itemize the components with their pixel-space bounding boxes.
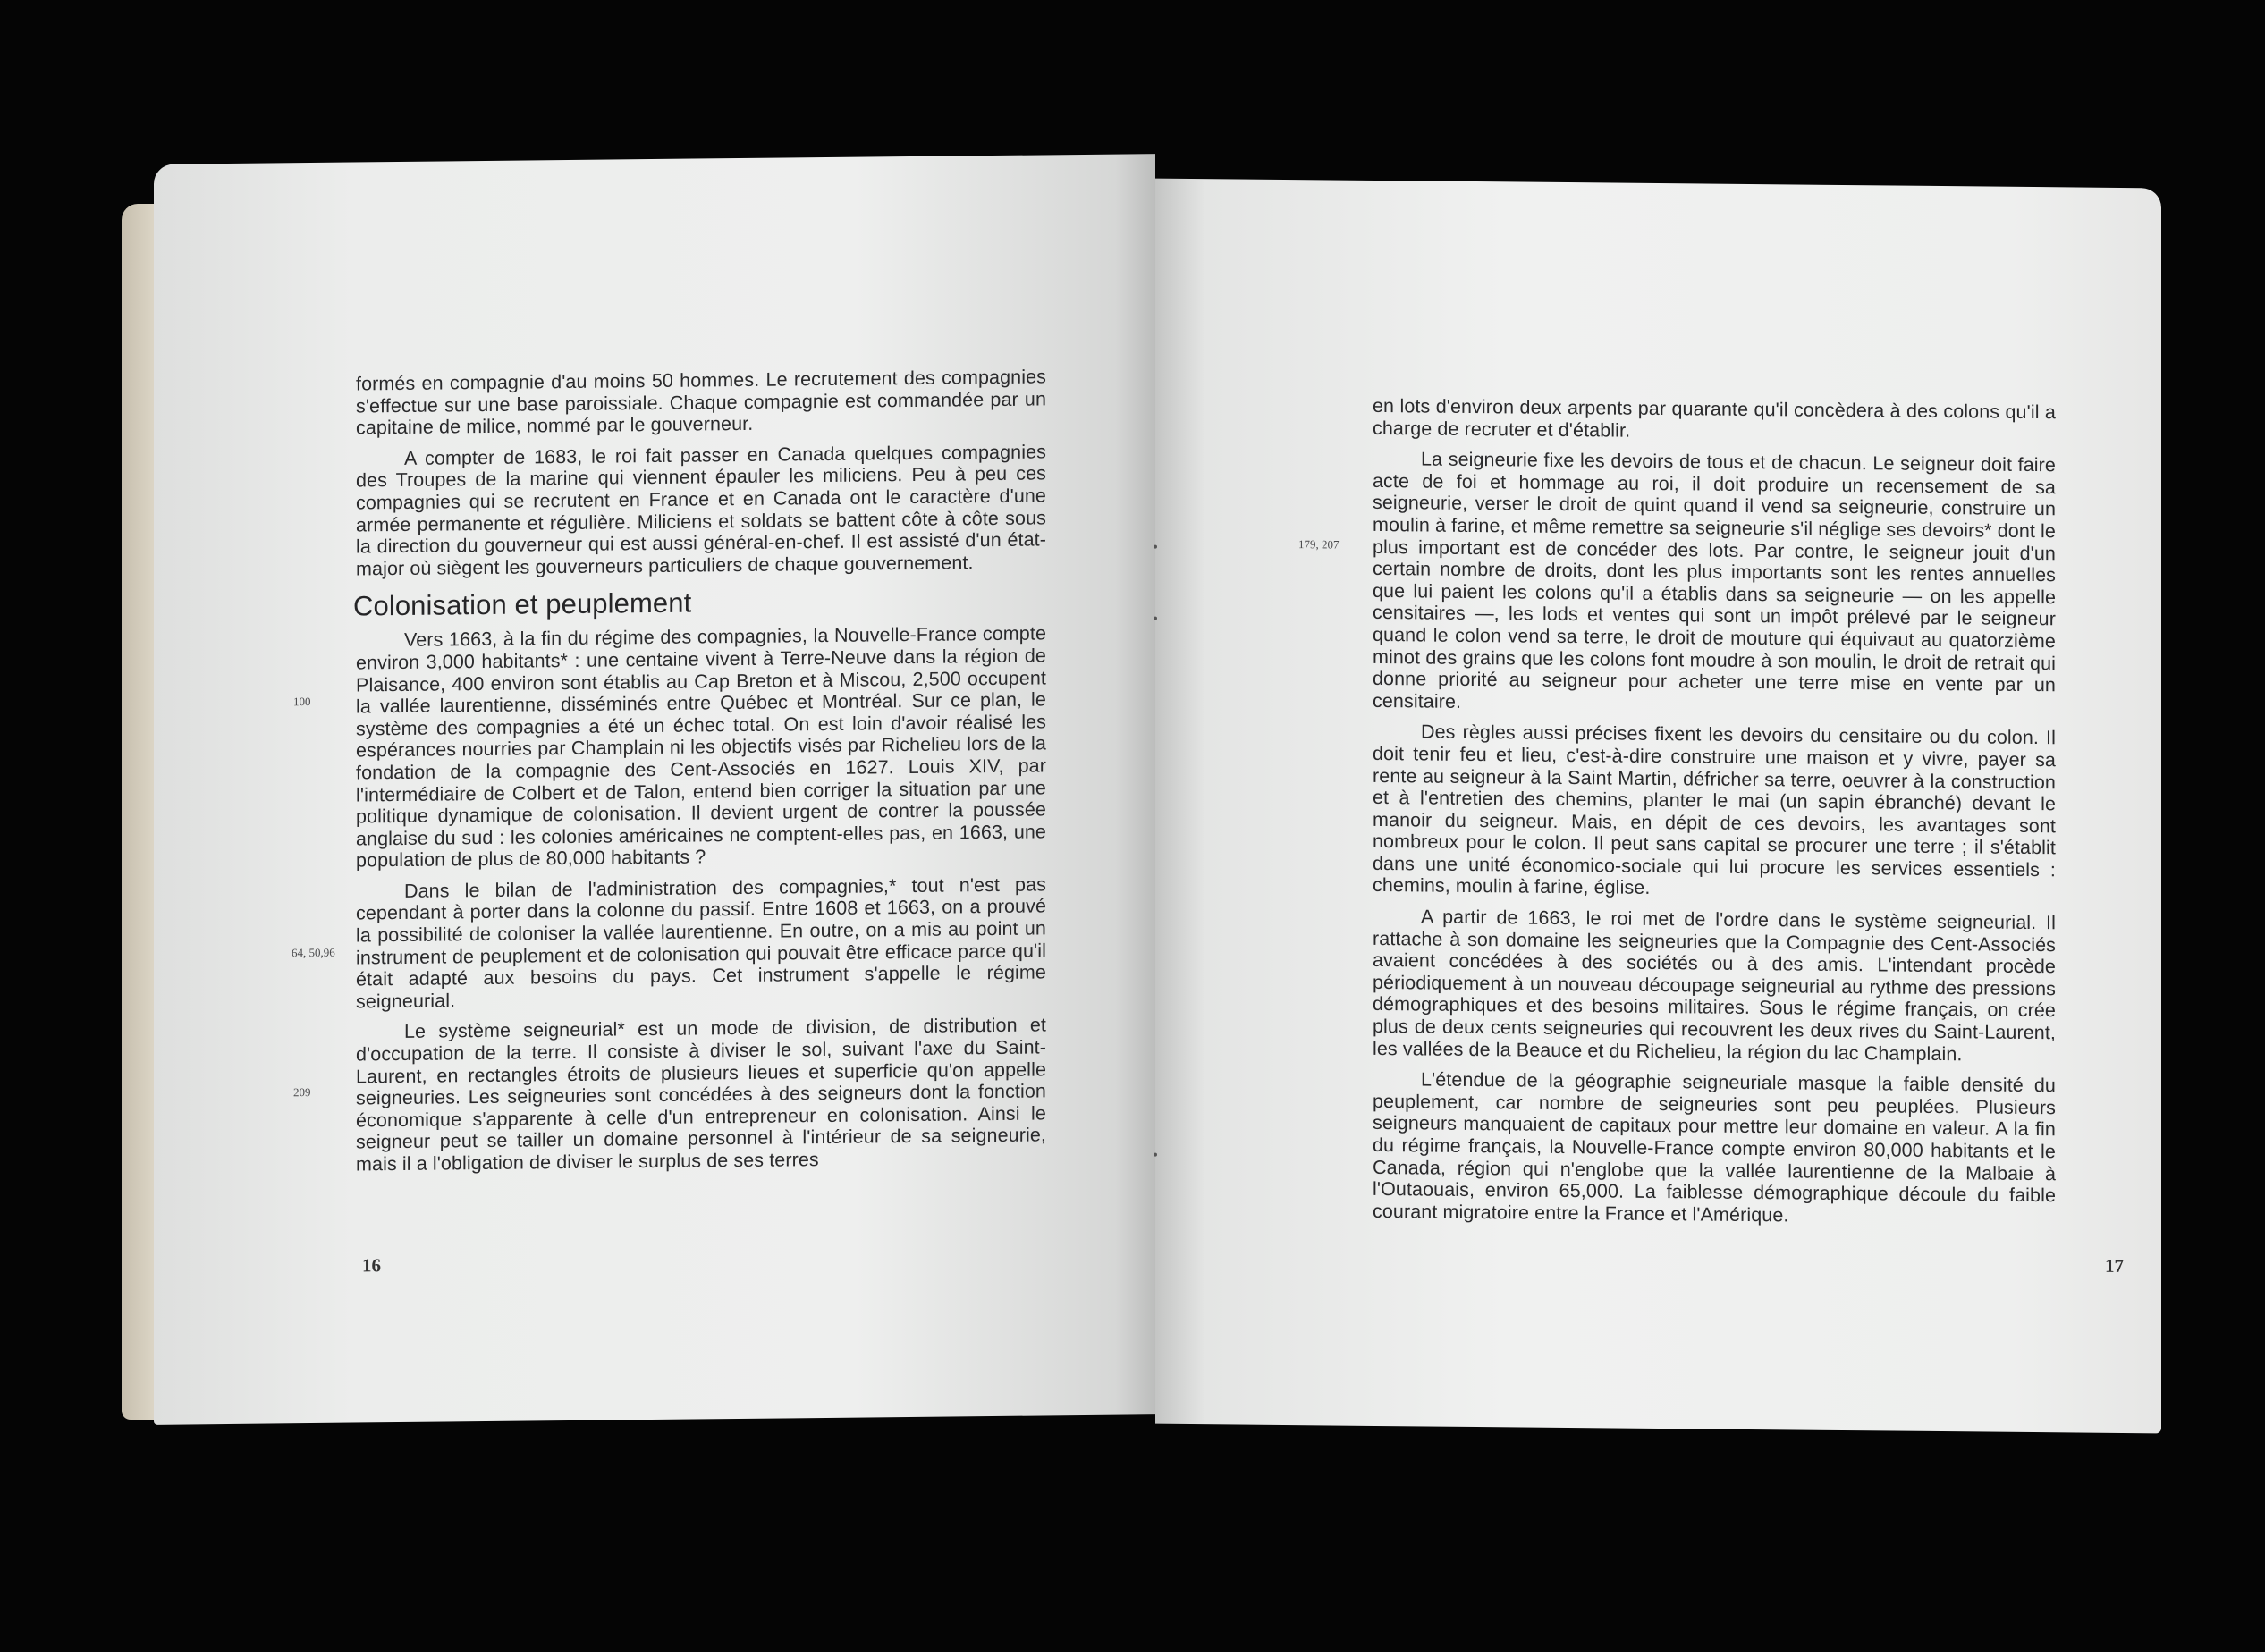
- margin-reference: 100: [293, 695, 311, 709]
- paragraph: A compter de 1683, le roi fait passer en Canada quelques compagnies des Troupes de la marine qui viennent épauler les miliciens. Peu à peu ces compagnies qui se recrutent en France et en Canada ont le caractère d'une armée permanente et régulière. Miliciens et soldats se battent côte à côte sous la direction du gouverneur qui est aussi général-en-chef. Il est assisté d'un état-major où siègent les gouverneurs particuliers de chaque gouvernement.: [356, 441, 1046, 580]
- paragraph: Dans le bilan de l'administration des compagnies,* tout n'est pas cependant à porter dans la colonne du passif. Entre 1608 et 1663, on a prouvé la possibilité de coloniser la vallée laurentienne. En outre, on a mis au point un instrument de peuplement et de colonisation qui pouvait être efficace parce qu'il était adapté aux besoins du pays. Cet instrument s'appelle le régime seigneurial.: [356, 873, 1046, 1013]
- paragraph: La seigneurie fixe les devoirs de tous et de chacun. Le seigneur doit faire acte de foi et hommage au roi, il doit produire un recensement de sa seigneurie, verser le droit de quint quand il vend sa seigneurie, construire un moulin à farine, et même remettre sa seigneurie s'il néglige ses devoirs* dont le plus important est de concéder des lots. Par contre, le seigneur jouit d'un certain nombre de droits, dont les plus importants sont les rentes annuelles que lui paient les colons qu'il a établis dans sa seigneurie — on les appelle censitaires —, les lods et ventes qui sont un impôt prélevé par le seigneur quand le colon vend sa terre, le droit de mouture qui équivaut au quatorzième minot des grains que les colons font moudre à son moulin, le droit de retrait qui donne priorité au seigneur pour acheter une terre mise en vente par un censitaire.: [1373, 448, 2056, 712]
- paragraph: formés en compagnie d'au moins 50 hommes. Le recrutement des compagnies s'effectue sur une base paroissiale. Chaque compagnie est commandée par un capitaine de milice, nommé par le gouverneur.: [356, 366, 1046, 439]
- paragraph: en lots d'environ deux arpents par quarante qu'il concèdera à des colons qu'il a charge de recruter et d'établir.: [1373, 394, 2056, 442]
- section-heading: Colonisation et peuplement: [353, 586, 692, 622]
- binding-staple: [1154, 545, 1157, 549]
- paragraph: A partir de 1663, le roi met de l'ordre dans le système seigneurial. Il rattache à son domaine les seigneuries que la Compagnie des Cent-Associés avaient concédées à des sociétés ou à des amis. L'intendant procède périodiquement à un nouveau découpage seigneurial au rythme des pressions démographiques et des besoins militaires. Sous le régime français, on crée plus de deux cents seigneuries qui recouvrent les deux rives du Saint-Laurent, les vallées de la Beauce et du Richelieu, la région du lac Champlain.: [1373, 906, 2056, 1065]
- page-number: 17: [2105, 1254, 2124, 1277]
- right-page: [1155, 179, 2161, 1434]
- binding-staple: [1154, 1153, 1157, 1157]
- margin-reference: 179, 207: [1298, 537, 1340, 552]
- binding-staple: [1154, 617, 1157, 620]
- paragraph: L'étendue de la géographie seigneuriale masque la faible densité du peuplement, car nombre de seigneuries sont peu peuplées. Plusieurs seigneurs manquaient de capitaux pour mettre leur domaine en valeur. A la fin du régime français, la Nouvelle-France compte environ 80,000 habitants et le Canada, région qui n'englobe que la vallée laurentienne de la Malbaie à l'Outaouais, environ 65,000. La faiblesse démographique découle du faible courant migratoire entre la France et l'Amérique.: [1373, 1068, 2056, 1226]
- left-page: [154, 154, 1155, 1425]
- left-text-column: [353, 366, 1046, 1184]
- paragraph: Vers 1663, à la fin du régime des compagnies, la Nouvelle-France compte environ 3,000 habitants* : une centaine vivent à Terre-Neuve dans la région de Plaisance, 400 environ sont établis au Cap Breton et à Miscou, 2,500 occupent la vallée laurentienne, disséminés entre Québec et Montréal. Sur ce plan, le système des compagnies a été un échec total. On est loin d'avoir réalisé les espérances nourries par Champlain ni les objectifs visés par Richelieu lors de la fondation de la compagnie des Cent-Associés en 1627. Louis XIV, par l'intermédiaire de Colbert et de Talon, entend bien corriger la situation par une politique dynamique de colonisation. Il devient urgent de contrer la poussée anglaise du sud : les colonies américaines ne comptent-elles pas, en 1663, une population de plus de 80,000 habitants ?: [356, 622, 1046, 872]
- page-number: 16: [362, 1254, 381, 1277]
- paragraph: Le système seigneurial* est un mode de division, de distribution et d'occupation de la terre. Il consiste à diviser le sol, suivant l'axe du Saint-Laurent, en rectangles étroits de plusieurs lieues et superficie qu'on appelle seigneuries. Les seigneuries sont concédées à des seigneurs dont la fonction économique s'apparente à celle d'un entrepreneur en colonisation. Ainsi le seigneur peut se tailler un domaine personnel à l'intérieur de sa seigneurie, mais il a l'obligation de diviser le surplus de ses terres: [356, 1014, 1046, 1176]
- margin-reference: 209: [293, 1085, 311, 1100]
- margin-reference: 64, 50,96: [292, 945, 335, 960]
- right-text-column: [1373, 395, 2056, 1238]
- paragraph: Des règles aussi précises fixent les devoirs du censitaire ou du colon. Il doit tenir feu et lieu, c'est-à-dire construire une maison et y vivre, payer sa rente au seigneur à la Saint Martin, défricher sa terre, oeuvrer à la construction et à l'entretien des chemins, planter le mai (un sapin ébranché) devant le manoir du seigneur. Mais, en dépit de ces devoirs, les avantages sont nombreux pour le colon. Il peut sans capital se procurer une terre ; il s'établit dans une unité économico-sociale qui lui procure les services essentiels : chemins, moulin à farine, église.: [1373, 721, 2056, 899]
